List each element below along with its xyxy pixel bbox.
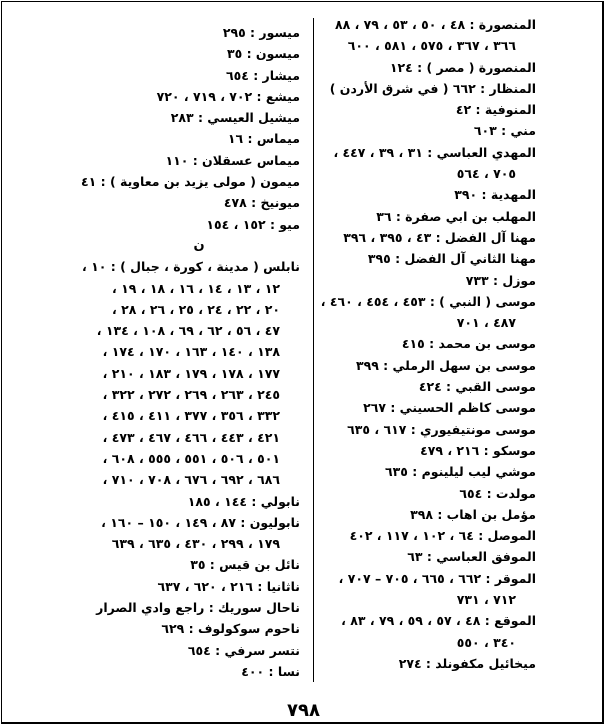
section-letter-heading: ن [193, 237, 205, 253]
index-entry-continuation: ٣٤٠ ، ٥٥٠ [456, 634, 516, 650]
index-entry: ميماس عسقلان : ١١٠ [165, 152, 300, 168]
index-entry: ميمون ( مولى يزيد بن معاوية ) : ٤١ [80, 174, 300, 190]
index-entry: موسى القبي : ٤٢٤ [418, 379, 536, 395]
index-entry: ميماس : ١٦ [227, 131, 300, 147]
index-entry-continuation: ٧٠٥ ، ٥٦٤ [456, 166, 516, 182]
index-entry: نائل بن قيس : ٣٥ [190, 557, 300, 573]
index-entry-continuation: ٧١٢ ، ٧٣١ [456, 592, 516, 608]
index-entry: ناحوم سوكولوف : ٦٢٩ [161, 621, 300, 637]
index-entry-continuation: ١٧٩ ، ٢٩٩ ، ٤٣٠ ، ٦٣٥ ، ٦٣٩ [111, 536, 280, 552]
index-entry: مؤمل بن اهاب : ٣٩٨ [410, 506, 536, 522]
index-entry: ميخائيل مكفونلد : ٢٧٤ [398, 655, 536, 671]
index-entry: مني : ٦٠٣ [473, 123, 536, 139]
index-entry: ميشيل العيسي : ٢٨٣ [170, 110, 300, 126]
index-entry: موسى بن محمد : ٤١٥ [401, 336, 536, 352]
index-entry: موشي ليب ليلينوم : ٦٣٥ [385, 464, 536, 480]
index-entry: مهنا الثاني آل الفضل : ٣٩٥ [367, 251, 536, 267]
index-entry: الموصل : ٦٤ ، ١٠٢ ، ١١٧ ، ٤٠٢ [349, 528, 536, 544]
index-entry: ميسور : ٢٩٥ [222, 25, 300, 40]
index-entry-continuation: ٣٦٦ ، ٣٦٧ ، ٥٧٥ ، ٥٨١ ، ٦٠٠ [347, 38, 516, 54]
index-entry: المهدي العباسي : ٣١ ، ٣٩ ، ٤٤٧ ، [333, 144, 536, 160]
index-entry: الموفق العباسي : ٦٣ [407, 549, 536, 565]
index-entry: نسا : ٤٠٠ [241, 663, 300, 679]
index-entry: المنصورة ( مصر ) : ١٢٤ [389, 59, 536, 75]
index-entry: ميونيخ : ٤٧٨ [223, 195, 300, 211]
index-entry-continuation: ٢٠ ، ٢٢ ، ٢٤ ، ٢٥ ، ٢٦ ، ٢٨ ، [112, 301, 280, 317]
index-entry: ميسون : ٣٥ [226, 46, 300, 62]
index-entry: موسى مونتيفيوري : ٦١٧ ، ٦٣٥ [347, 421, 536, 437]
index-entry: موسكو : ٢١٦ ، ٤٧٩ [420, 442, 536, 458]
index-entry: ميشار : ٦٥٤ [225, 67, 300, 83]
index-entry: ميو : ١٥٢ ، ١٥٤ [206, 216, 300, 232]
index-entry-continuation: ٤٧ ، ٥٦ ، ٦٢ ، ٦٩ ، ١٠٨ ، ١٣٤ ، [96, 323, 280, 339]
index-entry-continuation: ٦٨٦ ، ٦٩٢ ، ٦٧٦ ، ٧٠٨ ، ٧١٠ ، [102, 472, 280, 488]
index-entry-continuation: ٢٤٥ ، ٢٦٣ ، ٢٦٩ ، ٢٧٢ ، ٣٢٢ ، [102, 387, 280, 403]
index-entry-continuation: ٤٢١ ، ٤٤٣ ، ٤٦٦ ، ٤٦٧ ، ٤٧٣ ، [102, 429, 280, 445]
index-entry: مهنا آل الفضل : ٤٣ ، ٣٩٥ ، ٣٩٦ [343, 229, 536, 245]
index-entry: نابلس ( مدينة ، كورة ، جبال ) : ١٠ ، [82, 259, 300, 275]
index-entry: الموقر : ٦٦٢ ، ٦٦٥ ، ٧٠٥ – ٧٠٧ ، [338, 570, 536, 586]
index-entry-continuation: ٤٨٧ ، ٧٠١ [456, 315, 516, 331]
index-entry: المنظار : ٦٦٢ ( في شرق الأردن ) [329, 80, 536, 96]
index-column-left [80, 22, 300, 682]
index-entry: ناثانيا : ٢١٦ ، ٦٢٠ ، ٦٣٧ [157, 578, 300, 594]
index-entry-continuation: ٣٣٢ ، ٣٥٦ ، ٣٧٧ ، ٤١١ ، ٤١٥ ، [102, 408, 280, 424]
index-entry-continuation: ١٧٧ ، ١٧٨ ، ١٧٩ ، ١٨٣ ، ٢١٠ ، [102, 365, 280, 381]
index-entry: نابوليون : ٨٧ ، ١٤٩ ، ١٥٠ – ١٦٠ ، [101, 514, 300, 530]
index-entry: موسى كاظم الحسيني : ٢٦٧ [363, 400, 536, 416]
index-entry: ميشع : ٧٠٢ ، ٧١٩ ، ٧٢٠ [156, 88, 300, 104]
index-entry: موسى ( النبي ) : ٤٥٣ ، ٤٥٤ ، ٤٦٠ ، [320, 293, 536, 309]
page-number: ٧٩٨ [287, 700, 320, 721]
index-entry: ناحال سوريك : راجع وادي الصرار [96, 600, 300, 616]
index-entry: موسى بن سهل الرملي : ٣٩٩ [355, 357, 536, 373]
index-entry: المهلب بن ابي صفرة : ٣٦ [376, 208, 536, 224]
column-divider [313, 18, 314, 682]
index-entry: نابولي : ١٤٤ ، ١٨٥ [187, 493, 300, 509]
index-entry: المهدية : ٣٩٠ [454, 187, 536, 203]
index-column-right [322, 14, 536, 674]
index-entry: الموقع : ٤٨ ، ٥٧ ، ٥٩ ، ٧٩ ، ٨٣ ، [341, 613, 536, 629]
index-entry: المنوفية : ٤٢ [455, 102, 536, 118]
index-entry-continuation: ٥٠١ ، ٥٠٦ ، ٥٥١ ، ٥٥٥ ، ٦٠٨ ، [102, 450, 280, 466]
index-entry: المنصورة : ٤٨ ، ٥٠ ، ٥٣ ، ٧٩ ، ٨٨ [334, 17, 536, 32]
index-entry-continuation: ١٣٨ ، ١٤٠ ، ١٦٣ ، ١٧٠ ، ١٧٤ ، [102, 344, 280, 360]
index-entry-continuation: ١٢ ، ١٣ ، ١٤ ، ١٦ ، ١٨ ، ١٩ ، [112, 280, 280, 296]
index-entry: موزل : ٧٣٣ [465, 272, 536, 288]
index-entry: مولدت : ٦٥٤ [459, 485, 536, 501]
index-entry: نتسر سرفي : ٦٥٤ [187, 642, 300, 658]
